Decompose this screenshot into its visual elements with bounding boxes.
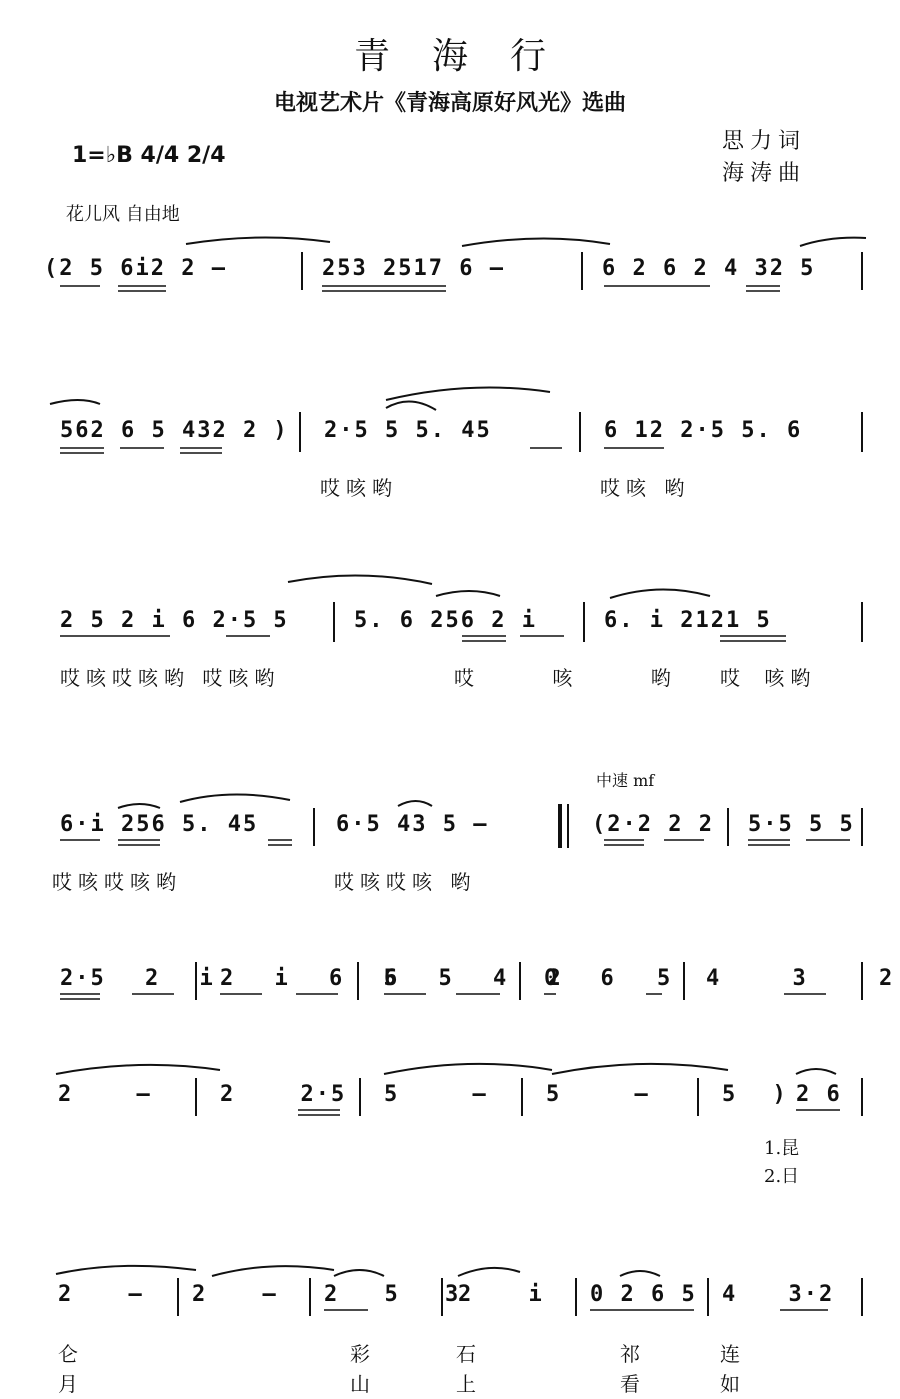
measure-notes: 2 i 6 5 [220,966,399,991]
measure-notes: 2 2·5 [220,1082,347,1107]
measure-notes: 562 6 5 432 2 ) [60,418,289,443]
measure-notes: 4 3·2 [722,1282,835,1307]
lyric: 哎咳哟 [320,476,398,500]
lyric: 哎 咳 哟 [454,666,677,690]
tempo-marking-main: 中速 mf [596,771,655,790]
lyric: 上 [456,1372,482,1396]
measure-notes: (2·2 2 2 [592,812,714,837]
measure-notes: 2·5 5 5. 45 [324,418,492,443]
lyric: 哎咳 哟 [600,476,691,500]
measure-notes: 5 – [384,1082,488,1107]
lyric: 哎 咳哟 [720,666,817,690]
measure-notes: 6 12 2·5 5. 6 [604,418,803,443]
verse-2-lyric: 2.日 [764,1166,800,1187]
verse-1-lyric: 1.昆 [764,1138,800,1159]
measure-notes: 253 2517 6 – [322,256,505,281]
composer-credit: 海涛曲 [722,161,807,186]
measure-notes: 2 5 3 [324,1282,461,1307]
lyric: 哎咳哎咳 哟 [334,870,477,894]
lyric: 彩 [350,1342,376,1366]
measure-notes: 5. 6 256 2 i [354,608,537,633]
lyricist-credit: 思力词 [722,129,807,154]
key-signature: 1=♭B 4/4 2/4 [72,143,226,168]
lyric: 如 [720,1372,746,1396]
lyric: 祁 [620,1342,646,1366]
lyric: 连 [720,1342,746,1366]
measure-notes: 0 2 6 5 [590,1282,697,1307]
measure-notes: 2 5 2 i 6 2·5 5 [60,608,289,633]
measure-notes: 6 2 6 2 4 32 5 [602,256,816,281]
measure-notes: 6. i 2121 5 [604,608,772,633]
measure-notes: 0 6 5 [544,966,673,991]
lyric: 月 [58,1372,84,1396]
tempo-marking-intro: 花儿风 自由地 [66,204,180,225]
lyric: 仑 [58,1342,84,1366]
measure-notes: (2 5 6i2 2 – [44,256,227,281]
lyric: 看 [620,1372,646,1396]
measure-notes: 5·5 5 5 [748,812,855,837]
lyric: 石 [456,1342,482,1366]
measure-notes: 4 3 2 [706,966,895,991]
page-title: 青海行 [353,36,588,77]
lyric: 山 [350,1372,376,1396]
lyric: 哎咳哎咳哟 [52,870,182,894]
measure-notes: 6·5 43 5 – [336,812,489,837]
measure-notes: 2 6 [796,1082,842,1107]
measure-notes: 6·i 256 5. 45 [60,812,259,837]
measure-notes: 2 – [58,1082,152,1107]
measure-notes: 5 – [546,1082,650,1107]
measure-notes: 2 – [58,1282,144,1307]
measure-notes: 2·5 2 i [60,966,215,991]
measure-notes: 2 i [458,1282,544,1307]
subtitle: 电视艺术片《青海高原好风光》选曲 [273,90,626,116]
measure-notes: 2 – [192,1282,278,1307]
lyric: 哎咳哎咳哟 哎咳哟 [60,666,281,690]
measure-notes: 6 5 4 2 [384,966,563,991]
measure-notes: 5 ) [722,1082,788,1107]
